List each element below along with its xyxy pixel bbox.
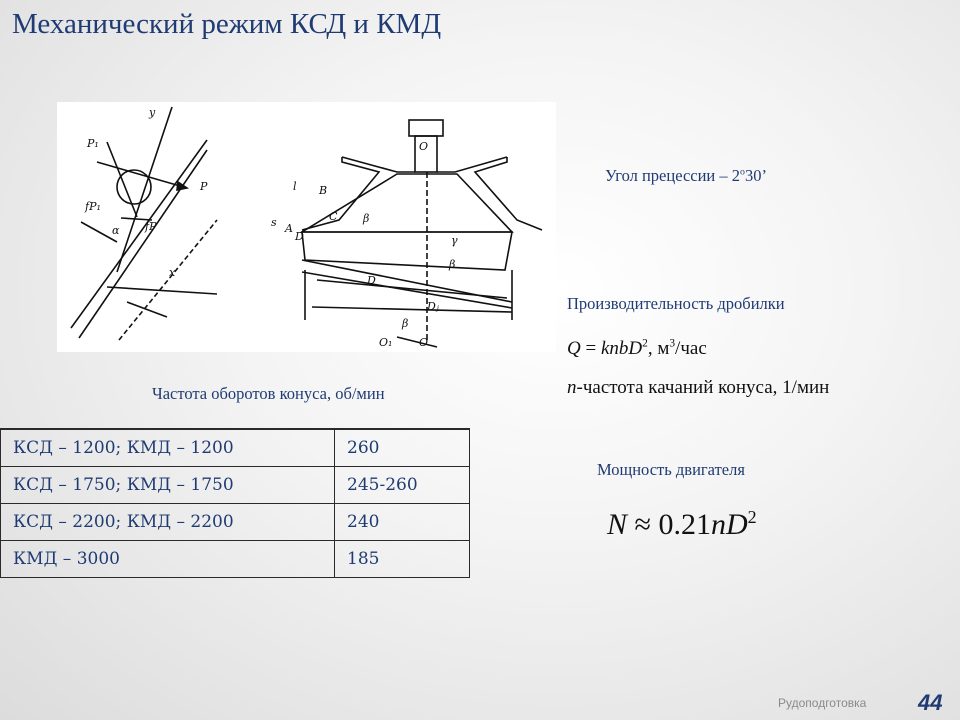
label-l: l [293,180,297,193]
cone-mantle [302,232,512,270]
inclined-line-outer [71,140,207,328]
model-cell: КСД – 2200; КМД – 2200 [1,504,335,541]
n-definition-text: -частота качаний конуса, 1/мин [576,377,830,398]
label-a: A [285,222,293,235]
rpm-cell: 185 [335,541,470,578]
table-row [1,541,470,578]
label-d: D [367,274,376,287]
productivity-formula [567,338,707,360]
power-heading: Мощность двигателя [597,460,745,479]
crusher-diagram-svg [57,102,556,352]
model-cell: КСД – 1750; КМД – 1750 [1,467,335,504]
precession-angle [605,166,767,186]
footer-label: Рудоподготовка [778,696,867,710]
rpm-cell: 260 [335,429,470,467]
label-beta-top: β [363,212,370,225]
productivity-heading: Производительность дробилки [567,294,785,313]
formula-q: Q [567,338,581,359]
hatch-surface [119,220,217,340]
label-p: P [200,180,208,193]
label-dc: Dⱼ [427,300,439,313]
bowl-right-wall [475,157,542,230]
label-alpha: α [112,224,120,237]
power-var: N [607,508,628,541]
inclined-line-inner [79,150,207,338]
precession-text: Угол прецессии – 2 [605,166,741,185]
label-p1: P₁ [87,137,99,150]
table-row [1,504,470,541]
crusher-diagram [57,102,556,352]
rpm-cell: 240 [335,504,470,541]
x-extension [127,302,167,317]
cone-base-line-2 [302,272,512,308]
force-p-line [97,162,187,188]
label-beta-mid: β [449,258,456,271]
label-fp: fP [145,220,157,233]
label-d-small: D [295,230,304,243]
label-x: x [169,266,176,279]
label-y: y [149,106,156,119]
model-cell: КМД – 3000 [1,541,335,578]
label-s: s [271,216,277,229]
formula-unit-post: /час [675,338,707,359]
table-row [1,429,470,467]
precession-minutes: 30’ [744,166,767,185]
cone-head [302,174,512,232]
label-o1: O₁ [379,336,393,349]
power-exponent: 2 [747,507,757,527]
page-number: 44 [918,690,943,715]
shaft-head [409,120,443,136]
label-b: B [319,184,328,197]
force-p-arrow [177,182,187,190]
formula-rhs: knbD [600,338,643,359]
precession-degree: о [740,166,745,178]
force-p1-line [107,142,137,217]
label-beta-bottom: β [402,317,409,330]
label-c: C [329,210,338,223]
dim-dc [312,307,512,312]
label-o: O [419,140,429,153]
model-cell: КСД – 1200; КМД – 1200 [1,429,335,467]
power-approx: ≈ 0.21 [627,508,711,541]
formula-eq: = [580,338,601,359]
formula-unit-pre: , м [647,338,670,359]
table-caption: Частота оборотов конуса, об/мин [152,384,385,403]
label-o-bottom: O [419,336,429,349]
power-rhs: nD [710,508,748,541]
table-row [1,467,470,504]
slide-title: Механический режим КСД и КМД [12,8,442,40]
label-fp1: fP₁ [85,200,101,213]
n-symbol: n [567,377,577,398]
rpm-cell: 245-260 [335,467,470,504]
formula-power: 2 [642,337,648,350]
power-formula [607,508,757,542]
label-gamma: γ [451,234,458,247]
formula-unit-power: 3 [669,337,676,350]
axis-precession [397,337,437,347]
n-definition [567,377,829,399]
speed-table [0,428,470,578]
